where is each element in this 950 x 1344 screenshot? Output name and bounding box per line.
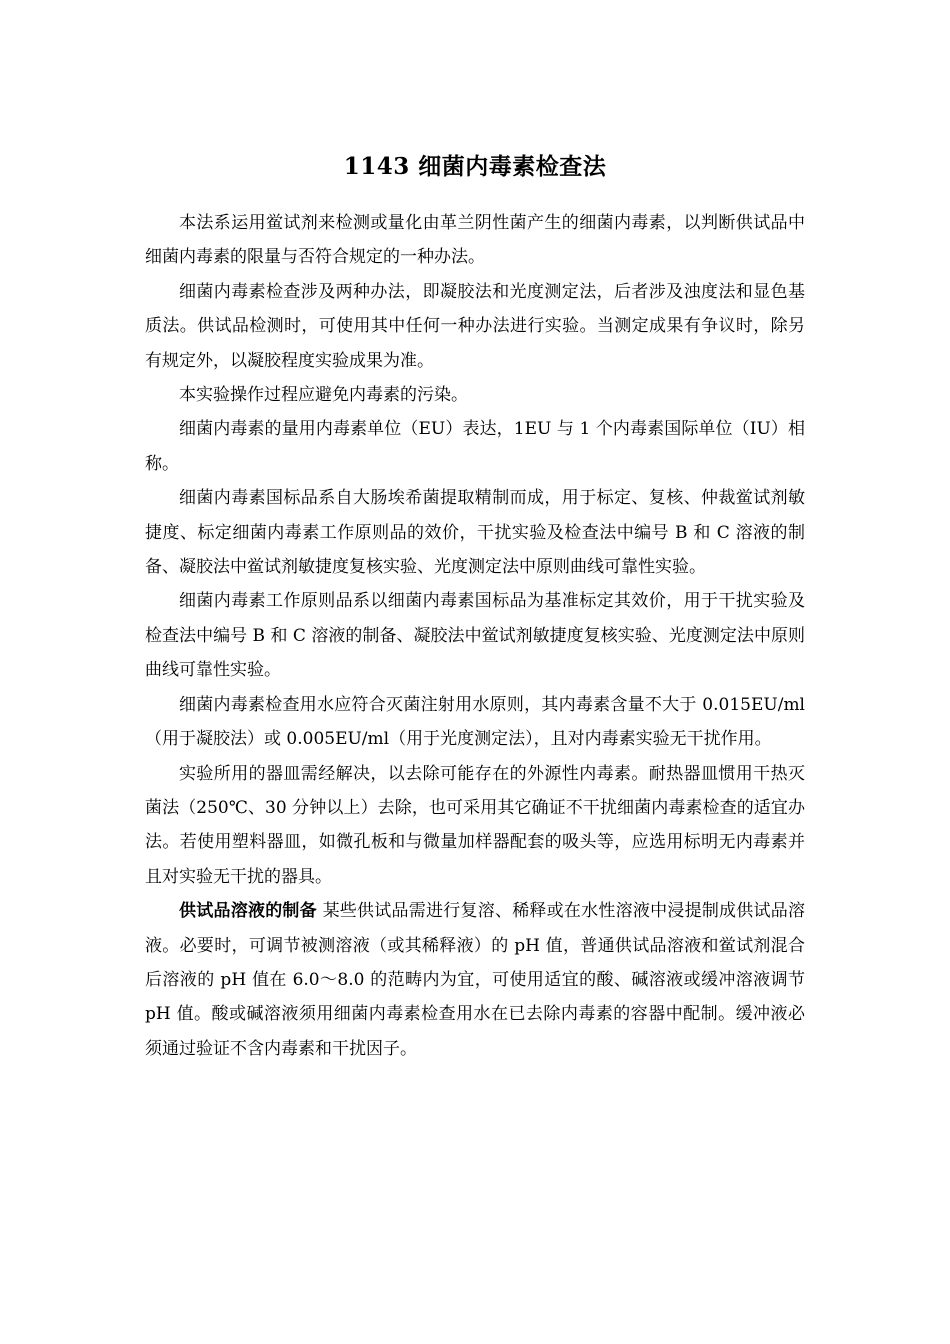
- paragraph-national-standard: 细菌内毒素国标品系自大肠埃希菌提取精制而成，用于标定、复核、仲裁鲎试剂敏捷度、标定细菌内毒素工作原则品的效价，干扰实验及检查法中编号 B 和 C 溶液的制备、凝胶法中鲎试剂敏捷度复核实验、光度测定法中原则曲线可靠性实验。: [145, 488, 805, 578]
- paragraph-test-water: 细菌内毒素检查用水应符合灭菌注射用水原则，其内毒素含量不大于 0.015EU/ml（用于凝胶法）或 0.005EU/ml（用于光度测定法），且对内毒素实验无干扰作用。: [145, 694, 805, 750]
- document-title: 1143 细菌内毒素检查法: [343, 153, 607, 180]
- paragraph-methods: 细菌内毒素检查涉及两种办法，即凝胶法和光度测定法，后者涉及浊度法和显色基质法。供试品检测时，可使用其中任何一种办法进行实验。当测定成果有争议时，除另有规定外，以凝胶程度实验成果为准。: [145, 281, 805, 371]
- paragraph-contamination: 本实验操作过程应避免内毒素的污染。: [179, 385, 468, 406]
- paragraph-sample-preparation: [145, 894, 805, 1066]
- paragraph-working-standard: 细菌内毒素工作原则品系以细菌内毒素国标品为基准标定其效价，用于干扰实验及检查法中编号 B 和 C 溶液的制备、凝胶法中鲎试剂敏捷度复核实验、光度测定法中原则曲线可靠性实验。: [145, 591, 805, 681]
- paragraph-units: 细菌内毒素的量用内毒素单位（EU）表达，1EU 与 1 个内毒素国际单位（IU）相称。: [145, 419, 805, 474]
- paragraph-glassware: 实验所用的器皿需经解决，以去除可能存在的外源性内毒素。耐热器皿惯用干热灭菌法（250℃、30 分钟以上）去除，也可采用其它确证不干扰细菌内毒素检查的适宜办法。若使用塑料器皿，如微孔板和与微量加样器配套的吸头等，应选用标明无内毒素并且对实验无干扰的器具。: [145, 763, 805, 887]
- sample-preparation-heading: 供试品溶液的制备: [179, 901, 317, 922]
- sample-preparation-text: 某些供试品需进行复溶、稀释或在水性溶液中浸提制成供试品溶液。必要时，可调节被测溶液（或其稀释液）的 pH 值，普通供试品溶液和鲎试剂混合后溶液的 pH 值在 6.0～8.0 的范畴内为宜，可使用适宜的酸、碱溶液或缓冲溶液调节 pH 值。酸或碱溶液须用细菌内毒素检查用水在已去除内毒素的容器中配制。缓冲液必须通过验证不含内毒素和干扰因子。: [145, 901, 806, 1059]
- paragraph-intro: 本法系运用鲎试剂来检测或量化由革兰阴性菌产生的细菌内毒素，以判断供试品中细菌内毒素的限量与否符合规定的一种办法。: [145, 213, 805, 268]
- document-body: [145, 206, 805, 1066]
